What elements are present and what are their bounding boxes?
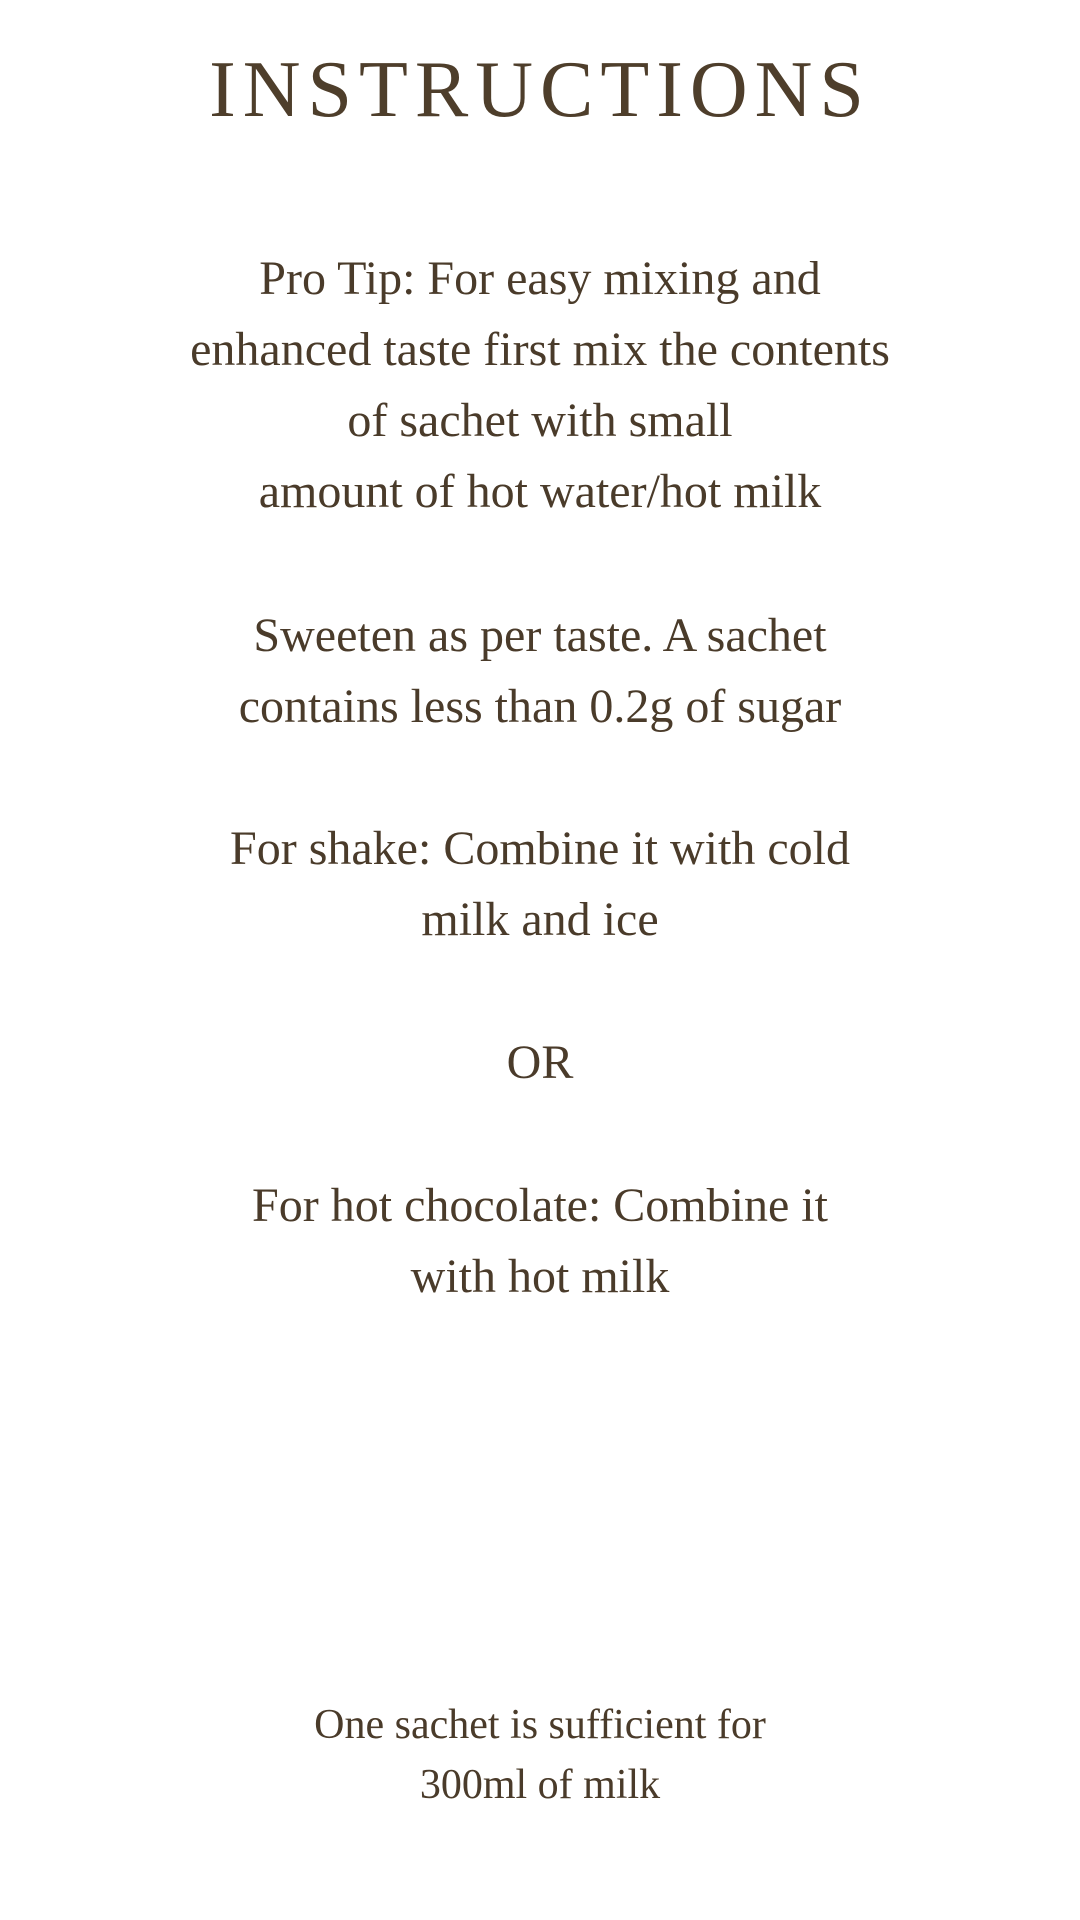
or-separator-text: OR [506,1036,574,1089]
hot-chocolate-paragraph [60,1170,1020,1312]
or-separator [60,1027,1020,1098]
hot-chocolate-line: with hot milk [410,1250,670,1303]
sweeten-line: Sweeten as per taste. A sachet [253,609,827,662]
pro-tip-paragraph [60,243,1020,527]
sweeten-line: contains less than 0.2g of sugar [238,680,842,733]
page-title: INSTRUCTIONS [209,46,871,134]
pro-tip-line: of sachet with small [347,394,733,447]
pro-tip-line: amount of hot water/hot milk [258,465,822,518]
pro-tip-line: enhanced taste first mix the contents [190,323,890,376]
serving-note-line: 300ml of milk [419,1762,661,1808]
sweeten-paragraph [60,600,1020,742]
pro-tip-line: Pro Tip: For easy mixing and [259,252,821,305]
shake-paragraph [60,813,1020,955]
shake-line: For shake: Combine it with cold [230,822,850,875]
serving-note-line: One sachet is sufficient for [314,1702,766,1748]
shake-line: milk and ice [421,893,659,946]
hot-chocolate-line: For hot chocolate: Combine it [252,1179,828,1232]
serving-note [60,1695,1020,1815]
